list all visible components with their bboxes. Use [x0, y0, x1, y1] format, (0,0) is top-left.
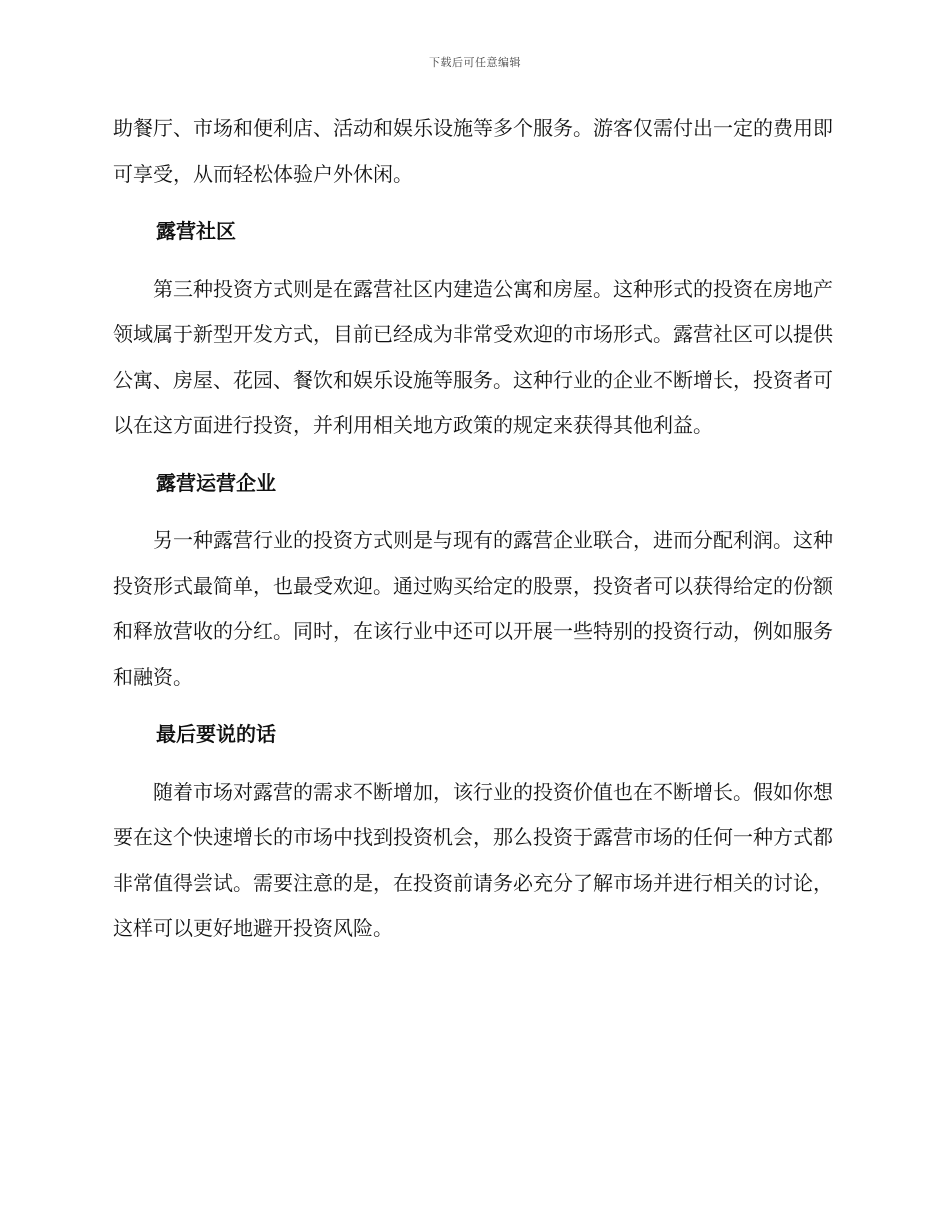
spacer: [113, 506, 833, 518]
document-body: [113, 106, 833, 952]
paragraph-final-words: 随着市场对露营的需求不断增加，该行业的投资价值也在不断增长。假如你想要在这个快速增长的市场中找到投资机会，那么投资于露营市场的任何一种方式都非常值得尝试。需要注意的是，在投资前请务必充分了解市场并进行相关的讨论，这样可以更好地避开投资风险。: [113, 779, 833, 940]
spacer: [113, 758, 833, 770]
spacer: [113, 700, 833, 712]
spacer: [113, 197, 833, 209]
spacer: [113, 449, 833, 461]
paragraph-camping-operators: 另一种露营行业的投资方式则是与现有的露营企业联合，进而分配利润。这种投资形式最简单，也最受欢迎。通过购买给定的股票，投资者可以获得给定的份额和释放营收的分红。同时，在该行业中还可以开展一些特别的投资行动，例如服务和融资。: [113, 528, 833, 689]
section-heading-camping-community: 露营社区: [156, 219, 236, 243]
section-heading-camping-operators: 露营运营企业: [156, 470, 276, 495]
section-heading-final-words: 最后要说的话: [156, 722, 276, 746]
spacer: [113, 255, 833, 267]
paragraph-camping-community: 第三种投资方式则是在露营社区内建造公寓和房屋。这种形式的投资在房地产领域属于新型开发方式，目前已经成为非常受欢迎的市场形式。露营社区可以提供公寓、房屋、花园、餐饮和娱乐设施等服务。这种行业的企业不断增长，投资者可以在这方面进行投资，并利用相关地方政策的规定来获得其他利益。: [113, 276, 833, 437]
paragraph-continued: 助餐厅、市场和便利店、活动和娱乐设施等多个服务。游客仅需付出一定的费用即可享受，从而轻松体验户外休闲。: [113, 116, 833, 186]
page-header: 下载后可任意编辑: [429, 56, 521, 69]
